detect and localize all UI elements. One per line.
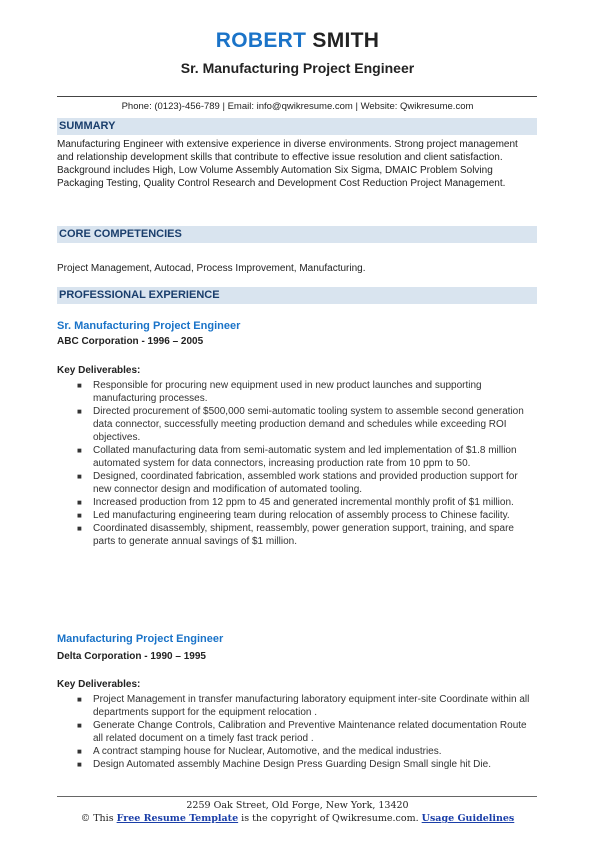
bullet-text: Led manufacturing engineering team during relocation of assembly process to Chinese facility.: [93, 510, 510, 521]
list-item: [57, 496, 537, 509]
job-1-deliverables-label: Key Deliverables:: [57, 365, 141, 376]
list-item: [57, 719, 537, 745]
list-item: [57, 379, 537, 405]
bullet-text: Coordinated disassembly, shipment, reassembly, power generation support, training, and spare parts to generate annual savings of $1 million.: [93, 523, 514, 547]
contact-line: Phone: (0123)-456-789 | Email: info@qwikresume.com | Website: Qwikresume.com: [121, 101, 474, 112]
usage-guidelines-link[interactable]: Usage Guidelines: [421, 813, 515, 824]
bullet-icon: ■: [77, 381, 82, 390]
list-item: [57, 444, 537, 470]
bullet-text: Increased production from 12 ppm to 45 and generated incremental monthly profit of $1 million.: [93, 497, 514, 508]
job-2-company: Delta Corporation - 1990 – 1995: [57, 651, 206, 662]
bullet-icon: ■: [77, 511, 82, 520]
bullet-icon: ■: [77, 747, 82, 756]
bullet-text: Responsible for procuring new equipment used in new product launches and supporting manufacturing processes.: [93, 380, 482, 404]
last-name: SMITH: [312, 29, 380, 52]
job-1-bullets: [57, 379, 537, 548]
experience-heading: [57, 287, 537, 304]
copyright-prefix: © This: [80, 813, 114, 824]
bullet-icon: ■: [77, 407, 82, 416]
bullet-text: Project Management in transfer manufacturing laboratory equipment inter-site Coordinate within all departments support for the equipment relocation .: [93, 694, 530, 718]
candidate-name: [0, 29, 595, 53]
competencies-heading-label: CORE COMPETENCIES: [59, 228, 182, 240]
bullet-text: Collated manufacturing data from semi-automatic system and led implementation of $1.8 million automated system for data connectors, increasing production rate from 10 ppm to 50.: [93, 445, 517, 469]
job-2-deliverables-label: Key Deliverables:: [57, 679, 141, 690]
competencies-heading: [57, 226, 537, 243]
footer-rule: [57, 796, 537, 797]
list-item: [57, 470, 537, 496]
list-item: [57, 522, 537, 548]
bullet-text: Designed, coordinated fabrication, assembled work stations and provided production support for new connector design and modification of automated tooling.: [93, 471, 518, 495]
list-item: [57, 758, 537, 771]
job-2-title: Manufacturing Project Engineer: [57, 633, 224, 645]
footer-copyright: [0, 813, 595, 824]
summary-text: Manufacturing Engineer with extensive experience in diverse environments. Strong project management and relationship development skills that contribute to effective issue resolution and client satisfaction. Background includes High, Low Volume Assembly Automation Six Sigma, DMAIC Problem Solving Packaging Testing, Quality Control Research and Development Cost Reduction Project Management.: [57, 139, 518, 189]
bullet-icon: ■: [77, 498, 82, 507]
job-1-company: ABC Corporation - 1996 – 2005: [57, 336, 204, 347]
bullet-icon: ■: [77, 721, 82, 730]
bullet-text: A contract stamping house for Nuclear, Automotive, and the medical industries.: [93, 746, 442, 757]
job-1-title: Sr. Manufacturing Project Engineer: [57, 320, 241, 332]
list-item: [57, 405, 537, 444]
list-item: [57, 693, 537, 719]
header-rule: [57, 96, 537, 97]
bullet-text: Directed procurement of $500,000 semi-automatic tooling system to assemble second generation data connector, successfully meeting production demand and schedules while exceeding ROI objectives.: [93, 406, 524, 443]
bullet-icon: ■: [77, 472, 82, 481]
free-resume-template-link[interactable]: Free Resume Template: [116, 813, 239, 824]
job-2-bullets: [57, 693, 537, 771]
first-name: ROBERT: [215, 29, 307, 52]
bullet-text: Generate Change Controls, Calibration and Preventive Maintenance related documentation Route all related document on a timely fast track period .: [93, 720, 527, 744]
bullet-icon: ■: [77, 446, 82, 455]
copyright-middle: is the copyright of Qwikresume.com.: [241, 813, 419, 824]
summary-heading-label: SUMMARY: [59, 120, 116, 132]
summary-heading: [57, 118, 537, 135]
footer-address: 2259 Oak Street, Old Forge, New York, 13420: [186, 800, 409, 811]
bullet-text: Design Automated assembly Machine Design Press Guarding Design Small single hit Die.: [93, 759, 491, 770]
list-item: [57, 509, 537, 522]
experience-heading-label: PROFESSIONAL EXPERIENCE: [59, 289, 220, 301]
bullet-icon: ■: [77, 760, 82, 769]
bullet-icon: ■: [77, 695, 82, 704]
list-item: [57, 745, 537, 758]
competencies-text: Project Management, Autocad, Process Improvement, Manufacturing.: [57, 263, 366, 274]
job-title-header: Sr. Manufacturing Project Engineer: [180, 60, 415, 76]
bullet-icon: ■: [77, 524, 82, 533]
